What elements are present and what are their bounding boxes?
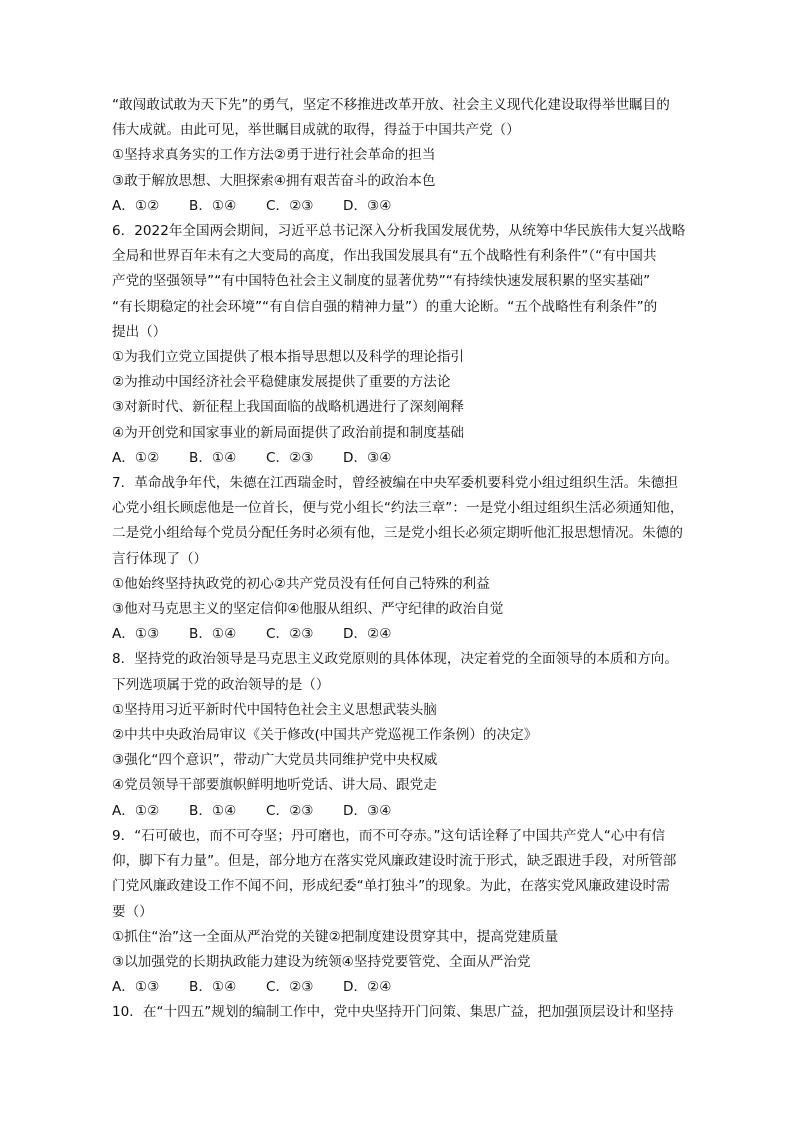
statement-line: ②为推动中国经济社会平稳健康发展提供了重要的方法论 bbox=[112, 374, 451, 391]
question-stem-line: 下列选项属于党的政治领导的是（） bbox=[112, 676, 330, 693]
statement-line: ③强化“四个意识”，带动广大党员共同维护党中央权威 bbox=[112, 752, 438, 769]
option-b: B．①④ bbox=[189, 197, 237, 214]
option-a: A．①② bbox=[112, 449, 160, 466]
option-b: B．①④ bbox=[189, 449, 237, 466]
option-c: C．②③ bbox=[266, 449, 314, 466]
option-b: B．①④ bbox=[189, 979, 237, 996]
statement-line: ①抓住“治”这一全面从严治党的关键②把制度建设贯穿其中，提高党建质量 bbox=[112, 928, 559, 945]
option-c: C．②③ bbox=[266, 626, 314, 643]
answer-options bbox=[112, 975, 702, 1000]
question-stem-line: 门党风廉政建设工作不闻不问，形成纪委“单打独斗”的现象。为此，在落实党风廉政建设时需 bbox=[112, 878, 670, 895]
option-a: A．①② bbox=[112, 802, 160, 819]
option-d: D．③④ bbox=[343, 802, 392, 819]
option-b: B．①④ bbox=[189, 626, 237, 643]
option-d: D．②④ bbox=[343, 979, 392, 996]
option-c: C．②③ bbox=[266, 197, 314, 214]
statement-line: ①坚持用习近平新时代中国特色社会主义思想武装头脑 bbox=[112, 701, 437, 718]
statement-line: ④党员领导干部要旗帜鲜明地听党话、讲大局、跟党走 bbox=[112, 777, 437, 794]
answer-options bbox=[112, 622, 702, 647]
question-stem-line: 产党的坚强领导”“有中国特色社会主义制度的显著优势”“有持续快速发展积累的坚实基础” bbox=[112, 273, 651, 290]
question-6 bbox=[112, 219, 702, 471]
question-stem-line: 伟大成就。由此可见，举世瞩目成就的取得，得益于中国共产党（） bbox=[112, 122, 520, 139]
answer-options bbox=[112, 194, 702, 219]
answer-options bbox=[112, 446, 702, 471]
option-a: A．①③ bbox=[112, 626, 160, 643]
exam-page bbox=[112, 93, 702, 1026]
statement-line: ①他始终坚持执政党的初心②共产党员没有任何自己特殊的利益 bbox=[112, 575, 490, 592]
statement-line: ④为开创党和国家事业的新局面提供了政治前提和制度基础 bbox=[112, 424, 465, 441]
question-stem-line: 6．2022年全国两会期间，习近平总书记深入分析我国发展优势，从统筹中华民族伟大复兴战略 bbox=[112, 223, 686, 240]
option-c: C．②③ bbox=[266, 979, 314, 996]
question-9 bbox=[112, 824, 702, 1000]
question-stem-line: 9．“石可破也，而不可夺坚；丹可磨也，而不可夺赤。”这句话诠释了中国共产党人“心中有信 bbox=[112, 827, 666, 844]
statement-line: ①坚持求真务实的工作方法②勇于进行社会革命的担当 bbox=[112, 147, 436, 164]
option-b: B．①④ bbox=[189, 802, 237, 819]
option-d: D．②④ bbox=[343, 626, 392, 643]
question-stem-line: 8．坚持党的政治领导是马克思主义政党原则的具体体现，决定着党的全面领导的本质和方向。 bbox=[112, 651, 678, 668]
question-stem-line: 要（） bbox=[112, 903, 153, 920]
question-stem-line: “敢闯敢试敢为天下先”的勇气，坚定不移推进改革开放、社会主义现代化建设取得举世瞩目的 bbox=[112, 97, 670, 113]
statement-line: ②中共中央政治局审议《关于修改(中国共产党巡视工作条例）的决定》 bbox=[112, 727, 538, 744]
statement-line: ③以加强党的长期执政能力建设为统领④坚持党要管党、全面从严治党 bbox=[112, 953, 531, 970]
question-stem-line: 提出（） bbox=[112, 323, 167, 340]
question-10 bbox=[112, 1000, 702, 1025]
option-c: C．②③ bbox=[266, 802, 314, 819]
statement-line: ③他对马克思主义的坚定信仰④他服从组织、严守纪律的政治自觉 bbox=[112, 601, 504, 618]
question-stem-line: “有长期稳定的社会环境”“有自信自强的精神力量”）的重大论断。“五个战略性有利条件”的 bbox=[112, 298, 658, 315]
question-stem-line: 心党小组长顾虑他是一位首长，便与党小组长“约法三章”：一是党小组过组织生活必须通知他， bbox=[112, 500, 684, 517]
option-a: A．①③ bbox=[112, 979, 160, 996]
option-d: D．③④ bbox=[343, 449, 392, 466]
question-5 bbox=[112, 93, 702, 219]
option-a: A．①② bbox=[112, 197, 160, 214]
question-stem-line: 二是党小组给每个党员分配任务时必须有他，三是党小组长必须定期听他汇报思想情况。朱德的 bbox=[112, 525, 683, 542]
answer-options bbox=[112, 799, 702, 824]
statement-line: ③敢于解放思想、大胆探索④拥有艰苦奋斗的政治本色 bbox=[112, 172, 436, 189]
statement-line: ③对新时代、新征程上我国面临的战略机遇进行了深刻阐释 bbox=[112, 399, 465, 416]
question-stem-line: 10．在“十四五”规划的编制工作中，党中央坚持开门问策、集思广益，把加强顶层设计和坚持 bbox=[112, 1004, 674, 1021]
option-d: D．③④ bbox=[343, 197, 392, 214]
statement-line: ①为我们立党立国提供了根本指导思想以及科学的理论指引 bbox=[112, 349, 465, 366]
question-stem-line: 仰，脚下有力量”。但是，部分地方在落实党风廉政建设时流于形式，缺乏跟进手段，对所管部 bbox=[112, 853, 677, 870]
question-stem-line: 全局和世界百年未有之大变局的高度，作出我国发展具有“五个战略性有利条件”（“有中国共 bbox=[112, 248, 657, 265]
question-stem-line: 言行体现了（） bbox=[112, 550, 208, 567]
question-stem-line: 7．革命战争年代，朱德在江西瑞金时，曾经被编在中央军委机要科党小组过组织生活。朱德担 bbox=[112, 475, 678, 492]
question-8 bbox=[112, 647, 702, 823]
question-7 bbox=[112, 471, 702, 647]
